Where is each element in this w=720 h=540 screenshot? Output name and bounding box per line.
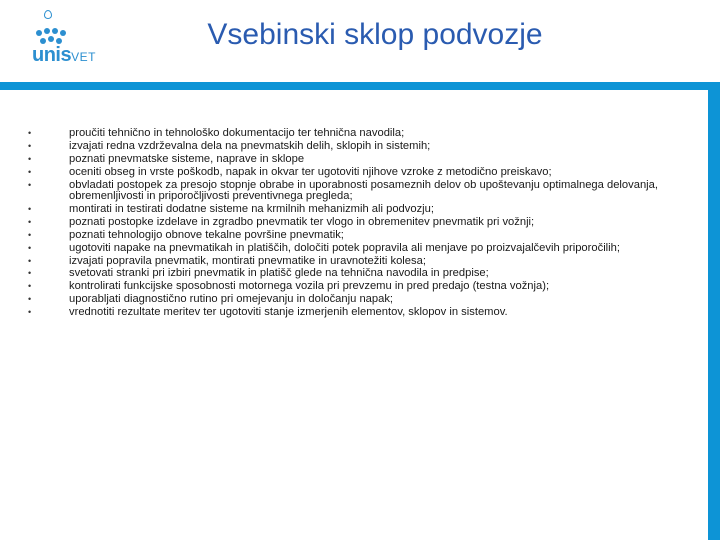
list-item: • montirati in testirati dodatne sisteme na krmilnih mehanizmih ali podvozju;: [28, 204, 694, 215]
list-item: • izvajati popravila pnevmatik, montirati pnevmatike in uravnotežiti kolesa;: [28, 256, 694, 267]
content-panel: [0, 82, 720, 540]
list-item: • vrednotiti rezultate meritev ter ugotoviti stanje izmerjenih elementov, sklopov in sistemov.: [28, 307, 694, 318]
content-frame: [0, 90, 708, 540]
list-item: • svetovati stranki pri izbiri pnevmatik in platišč glede na tehnična navodila in predpise;: [28, 268, 694, 279]
page-title: Vsebinski sklop podvozje: [207, 18, 543, 51]
list-item: • uporabljati diagnostično rutino pri omejevanju in določanju napak;: [28, 294, 694, 305]
list-item: • poznati postopke izdelave in zgradbo pnevmatik ter vlogo in obremenitev pnevmatik pri vožnji;: [28, 217, 694, 228]
list-item: • izvajati redna vzdrževalna dela na pnevmatskih delih, sklopih in sistemih;: [28, 141, 694, 152]
list-item: • kontrolirati funkcijske sposobnosti motornega vozila pri prevzemu in pred predajo (testna vožnja);: [28, 281, 694, 292]
list-item: • ugotoviti napake na pnevmatikah in platiščih, določiti potek popravila ali menjave po proizvajalčevih priporočilih;: [28, 243, 694, 254]
list-item: • poznati pnevmatske sisteme, naprave in sklope: [28, 154, 694, 165]
list-item: • oceniti obseg in vrste poškodb, napak in okvar ter ugotoviti njihove vzroke z metodično preiskavo;: [28, 167, 694, 178]
bullet-list: [28, 128, 694, 320]
slide-header: [0, 0, 720, 82]
logo-main: unis: [32, 44, 72, 66]
list-item: • obvladati postopek za presojo stopnje obrabe in uporabnosti posameznih delov ob upoštevanju optimalnega delovanja, obremenljivosti in priporočljivosti preventivnega pregleda;: [28, 180, 694, 203]
list-item: • poznati tehnologijo obnove tekalne površine pnevmatik;: [28, 230, 694, 241]
list-item: • proučiti tehnično in tehnološko dokumentacijo ter tehnična navodila;: [28, 128, 694, 139]
logo-suffix: VET: [71, 50, 96, 64]
